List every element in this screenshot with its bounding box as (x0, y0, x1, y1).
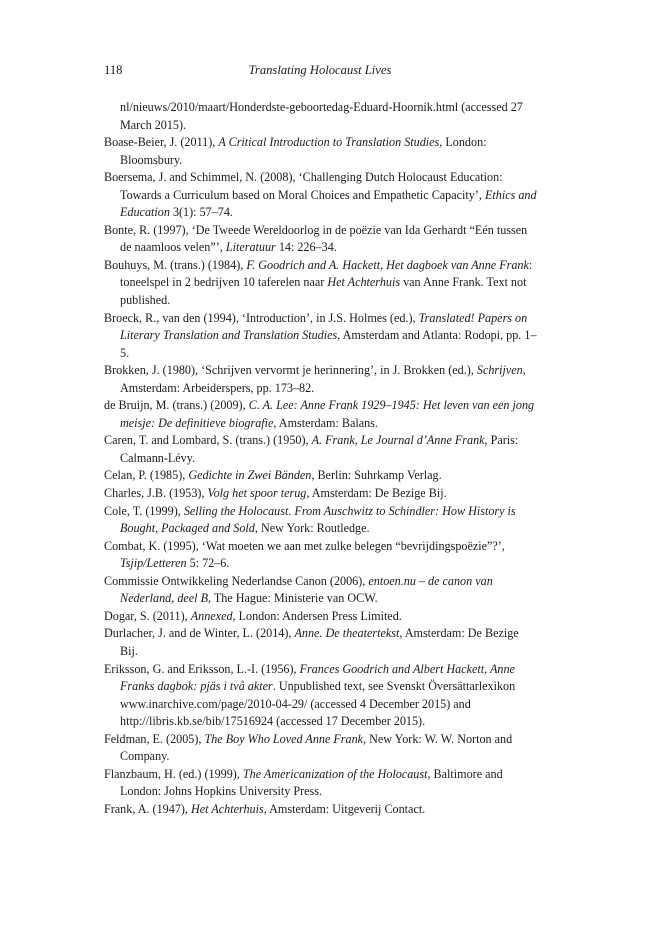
entry-text: , New York: Routledge. (254, 521, 370, 536)
entry-text: 3(1): 57–74. (169, 205, 233, 220)
entry-text: , Amsterdam: De Bezige Bij. (306, 486, 447, 501)
bibliography-entry (104, 766, 537, 801)
entry-title: Annexed (190, 608, 233, 623)
bibliography-entry (104, 134, 537, 169)
bibliography-entry (104, 485, 537, 503)
bibliography-entry (104, 625, 537, 660)
bibliography-entry-continued (104, 99, 537, 134)
entry-title: Gedichte in Zwei Bänden (188, 468, 312, 483)
entry-text: nl/nieuws/2010/maart/Honderdste-geboortedag-Eduard-Hoornik.html (accessed 27 March 2015). (120, 100, 523, 132)
entry-text: 14: 226–34. (275, 240, 337, 255)
entry-title: Tsjip/Letteren (120, 556, 187, 571)
entry-text: van Anne Frank. Text not published. (120, 275, 527, 308)
entry-text: , Amsterdam: De Bezige Bij. (120, 626, 519, 658)
entry-text: Boase-Beier, J. (2011), (104, 135, 219, 150)
bibliography-entry (104, 310, 537, 363)
entry-text: Commissie Ontwikkeling Nederlandse Canon (2006), (104, 573, 369, 588)
entry-text: , Baltimore and London: Johns Hopkins University Press. (120, 766, 503, 799)
entry-title: Volg het spoor terug (207, 486, 307, 501)
entry-title: Translated! Papers on Literary Translation and Translation Studies (120, 310, 528, 343)
entry-text: , Amsterdam: Arbeiderspers, pp. 173–82. (120, 363, 526, 395)
bibliography-entry (104, 362, 537, 397)
entry-title: entoen.nu – de canon van Nederland, deel B (120, 573, 493, 606)
entry-text: Combat, K. (1995), ‘Wat moeten we aan met zulke belegen “bevrijdingspoëzie”?’, (104, 538, 505, 553)
entry-text: Flanzbaum, H. (ed.) (1999), (104, 766, 243, 781)
entry-text: Broeck, R., van den (1994), ‘Introduction’, in J.S. Holmes (ed.), (104, 310, 419, 325)
entry-text: Frank, A. (1947), (104, 801, 191, 816)
entry-text: Feldman, E. (2005), (104, 731, 205, 746)
entry-text: Bouhuys, M. (trans.) (1984), (104, 257, 247, 272)
bibliography-entry (104, 573, 537, 608)
entry-title: Selling the Holocaust. From Auschwitz to Schindler: How History is Bought, Packaged and Sold (120, 503, 516, 536)
entry-text: . Unpublished text, see Svenskt Översättarlexikon www.inarchive.com/page/2010-04-29/ (accessed 4 December 2015) and http://libris.kb.se/bib/17516924 (accessed 17 December 2015). (120, 679, 516, 729)
bibliography-entry (104, 801, 537, 819)
entry-title: The Boy Who Loved Anne Frank (204, 731, 364, 746)
running-title: Translating Holocaust Lives (248, 63, 392, 77)
entry-text: Durlacher, J. and de Winter, L. (2014), (104, 626, 295, 641)
entry-title: C. A. Lee: Anne Frank 1929–1945: Het leven van een jong meisje: De definitieve biografie (120, 398, 535, 430)
entry-title: A. Frank, Le Journal d’Anne Frank (311, 433, 485, 448)
bibliography-entry (104, 257, 537, 310)
page-header (104, 61, 536, 79)
bibliography-entry (104, 608, 537, 626)
entry-text: Boersema, J. and Schimmel, N. (2008), ‘Challenging Dutch Holocaust Education: Towards a Curriculum based on Moral Choices and Empathetic Capacity’, (104, 170, 503, 202)
bibliography-entry (104, 467, 537, 485)
bibliography-entry (104, 503, 537, 538)
bibliography-entry (104, 432, 537, 467)
bibliography-entry (104, 661, 537, 731)
entry-title: Schrijven (476, 363, 523, 378)
bibliography-entry (104, 538, 537, 573)
entry-text: , Amsterdam: Balans. (273, 415, 378, 430)
entry-text: , London: Bloomsbury. (120, 135, 487, 167)
entry-title: Anne. De theatertekst (294, 626, 400, 641)
page-number: 118 (104, 63, 123, 77)
entry-title: Literatuur (225, 240, 276, 255)
entry-text: Cole, T. (1999), (104, 503, 184, 518)
entry-text: , Paris: Calmann-Lévy. (120, 433, 519, 465)
entry-title: Het Achterhuis (327, 275, 401, 290)
entry-title: Het Achterhuis (191, 801, 264, 816)
entry-text: , The Hague: Ministerie van OCW. (208, 591, 378, 606)
entry-title: Frances Goodrich and Albert Hackett, Anne Franks dagbok: pjäs i två akter (120, 661, 515, 694)
bibliography-entry (104, 397, 537, 432)
bibliography-entry (104, 169, 537, 222)
entry-text: , London: Andersen Press Limited. (232, 608, 402, 623)
entry-title: F. Goodrich and A. Hackett, Het dagboek van Anne Frank (246, 257, 529, 272)
entry-text: : toneelspel in 2 bedrijven 10 taferelen naar (120, 257, 533, 290)
entry-text: Celan, P. (1985), (104, 468, 189, 483)
entry-text: 5: 72–6. (186, 556, 230, 571)
entry-title: Ethics and Education (120, 187, 537, 220)
entry-text: Eriksson, G. and Eriksson, L.-I. (1956), (104, 661, 300, 676)
bibliography-entry (104, 222, 537, 257)
entry-text: , Berlin: Suhrkamp Verlag. (311, 468, 442, 483)
entry-text: Charles, J.B. (1953), (104, 486, 208, 501)
bibliography-entry (104, 731, 537, 766)
entry-text: , Amsterdam and Atlanta: Rodopi, pp. 1–5. (120, 328, 537, 360)
entry-text: Dogar, S. (2011), (104, 608, 191, 623)
entry-title: The Americanization of the Holocaust (242, 766, 428, 781)
entry-text: , Amsterdam: Uitgeverij Contact. (263, 801, 426, 816)
entry-text: Brokken, J. (1980), ‘Schrijven vervormt je herinnering’, in J. Brokken (ed.), (104, 363, 477, 378)
bibliography-list (104, 99, 537, 818)
entry-title: A Critical Introduction to Translation Studies (218, 135, 440, 150)
entry-text: de Bruijn, M. (trans.) (2009), (104, 398, 249, 413)
entry-text: Bonte, R. (1997), ‘De Tweede Wereldoorlog in de poëzie van Ida Gerhardt “Eén tussen de naamloos velen”’, (104, 222, 528, 255)
entry-text: Caren, T. and Lombard, S. (trans.) (1950), (104, 433, 312, 448)
entry-text: , New York: W. W. Norton and Company. (120, 731, 513, 764)
